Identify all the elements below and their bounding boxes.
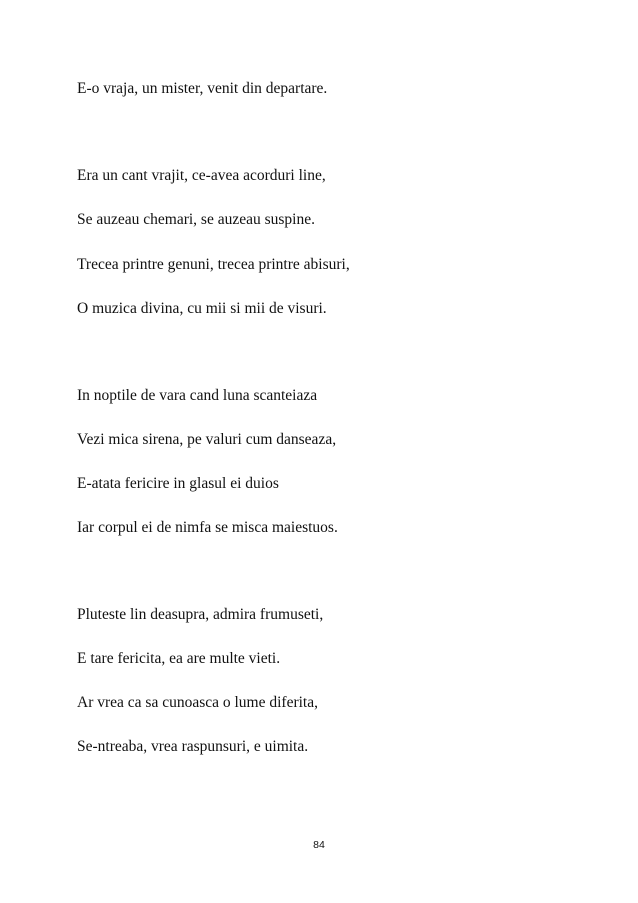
poem-line: O muzica divina, cu mii si mii de visuri. <box>77 300 327 317</box>
poem-line: E-atata fericire in glasul ei duios <box>77 475 279 492</box>
poem-line: E-o vraja, un mister, venit din departare. <box>77 80 328 97</box>
poem-line: Se auzeau chemari, se auzeau suspine. <box>77 211 315 228</box>
page-number: 84 <box>313 839 325 851</box>
poem-line: In noptile de vara cand luna scanteiaza <box>77 387 318 404</box>
poem-line: Ar vrea ca sa cunoasca o lume diferita, <box>77 694 318 711</box>
poem-line: Era un cant vrajit, ce-avea acorduri line, <box>77 167 326 184</box>
poem-line: Vezi mica sirena, pe valuri cum danseaza, <box>77 431 337 448</box>
poem-line: E tare fericita, ea are multe vieti. <box>77 650 281 667</box>
poem-line: Pluteste lin deasupra, admira frumuseti, <box>77 606 324 623</box>
poem-line: Se-ntreaba, vrea raspunsuri, e uimita. <box>77 738 309 755</box>
poem-line: Iar corpul ei de nimfa se misca maiestuos. <box>77 519 338 536</box>
poem-line: Trecea printre genuni, trecea printre abisuri, <box>77 256 350 273</box>
